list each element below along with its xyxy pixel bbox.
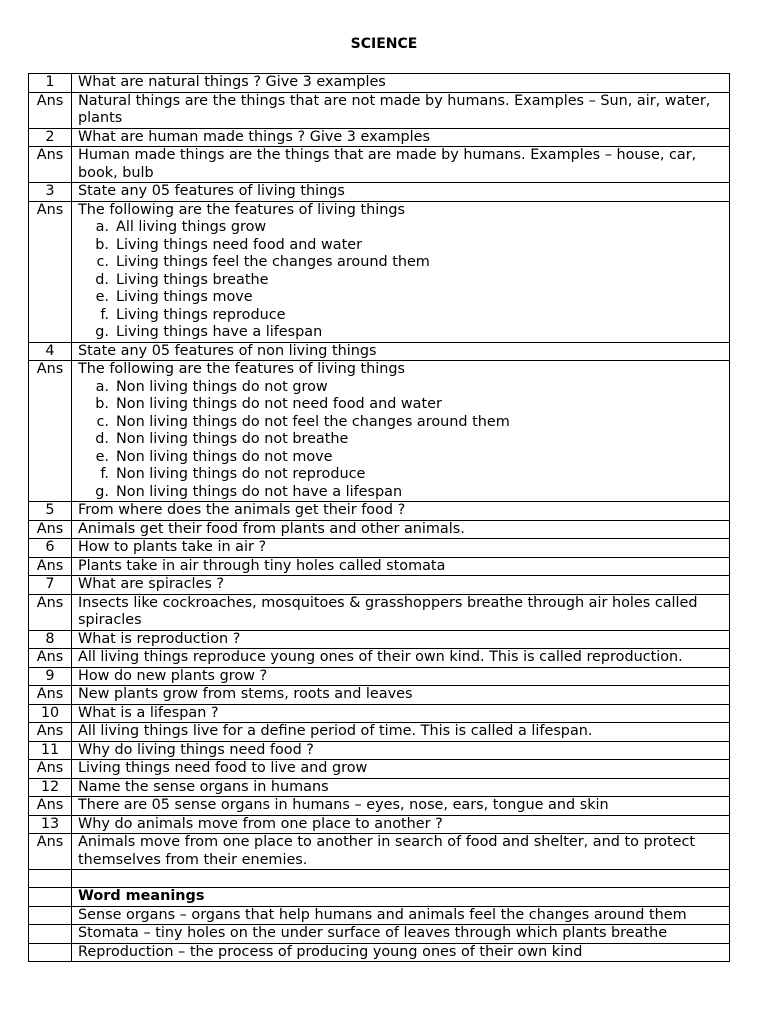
table-row (29, 74, 730, 93)
list-item-text: Non living things do not move (116, 448, 333, 465)
list-item (78, 307, 723, 325)
table-row (29, 870, 730, 888)
list-item (78, 414, 723, 432)
list-item-text: Non living things do not grow (116, 378, 328, 395)
table-row (29, 667, 730, 686)
row-text: Name the sense organs in humans (78, 778, 329, 795)
table-row (29, 797, 730, 816)
list-item (78, 219, 723, 237)
question-number: 4 (29, 342, 72, 361)
answer-cell (72, 723, 730, 742)
row-text: The following are the features of living things (78, 201, 405, 218)
row-text: Human made things are the things that are made by humans. Examples – house, car, book, bulb (78, 147, 701, 181)
answer-cell (72, 686, 730, 705)
table-row (29, 361, 730, 502)
question-cell (72, 502, 730, 521)
question-number: 3 (29, 183, 72, 202)
table-row (29, 686, 730, 705)
list-item-text: Living things have a lifespan (116, 324, 323, 340)
table-row (29, 906, 730, 925)
answer-cell (72, 557, 730, 576)
list-item (78, 449, 723, 467)
table-row (29, 147, 730, 183)
question-cell (72, 815, 730, 834)
list-item-text: All living things grow (116, 219, 267, 235)
row-text: All living things reproduce young ones of their own kind. This is called reproduction. (78, 649, 683, 665)
list-item (78, 396, 723, 414)
question-number (29, 888, 72, 907)
list-item (78, 289, 723, 307)
table-row (29, 741, 730, 760)
row-text: What is a lifespan ? (78, 704, 219, 721)
question-cell (72, 183, 730, 202)
question-number (29, 925, 72, 944)
table-row (29, 342, 730, 361)
answer-cell (72, 147, 730, 183)
row-text: State any 05 features of non living things (78, 342, 377, 359)
answer-label: Ans (29, 201, 72, 342)
row-text: What is reproduction ? (78, 630, 241, 647)
row-text: Insects like cockroaches, mosquitoes & grasshoppers breathe through air holes called spiracles (78, 594, 703, 628)
list-item (78, 254, 723, 272)
table-row (29, 201, 730, 342)
table-row (29, 723, 730, 742)
question-number (29, 870, 72, 888)
question-cell (72, 128, 730, 147)
list-marker: g. (95, 483, 109, 500)
table-row (29, 92, 730, 128)
row-text: There are 05 sense organs in humans – eyes, nose, ears, tongue and skin (78, 797, 609, 813)
list-item (78, 431, 723, 449)
section-heading: Word meanings (78, 888, 205, 904)
list-item-text: Non living things do not have a lifespan (116, 483, 403, 500)
answer-label: Ans (29, 834, 72, 870)
note-cell (72, 943, 730, 962)
question-number: 8 (29, 630, 72, 649)
row-text: All living things live for a define period of time. This is called a lifespan. (78, 723, 593, 739)
list-item-text: Living things need food and water (116, 236, 363, 253)
question-number (29, 943, 72, 962)
row-text: Living things need food to live and grow (78, 760, 368, 776)
page-title: SCIENCE (350, 36, 418, 52)
row-text: Why do living things need food ? (78, 741, 314, 758)
row-text: Why do animals move from one place to another ? (78, 815, 443, 832)
table-row (29, 502, 730, 521)
question-number: 12 (29, 778, 72, 797)
note-cell (72, 888, 730, 907)
table-row (29, 888, 730, 907)
row-text: How do new plants grow ? (78, 667, 268, 684)
list-marker: a. (95, 219, 109, 235)
row-text: Plants take in air through tiny holes called stomata (78, 557, 446, 574)
list-marker: b. (95, 236, 109, 253)
answer-label: Ans (29, 557, 72, 576)
list-marker: c. (96, 413, 109, 430)
question-cell (72, 741, 730, 760)
table-row (29, 630, 730, 649)
list-item-text: Living things feel the changes around them (116, 254, 430, 270)
row-text: New plants grow from stems, roots and leaves (78, 686, 413, 702)
answer-label: Ans (29, 649, 72, 668)
answer-label: Ans (29, 361, 72, 502)
answer-cell (72, 760, 730, 779)
list-item-text: Non living things do not need food and water (116, 396, 442, 412)
list-marker: g. (95, 324, 109, 340)
list-marker: a. (95, 378, 109, 395)
answer-label: Ans (29, 723, 72, 742)
answer-label: Ans (29, 594, 72, 630)
list-item-text: Non living things do not reproduce (116, 466, 366, 482)
table-row (29, 925, 730, 944)
row-text: Animals move from one place to another in search of food and shelter, and to protect themselves from their enemies. (78, 834, 700, 868)
question-number: 10 (29, 704, 72, 723)
list-marker: e. (95, 448, 109, 465)
list-item-text: Non living things do not breathe (116, 431, 349, 447)
question-number (29, 906, 72, 925)
row-text: Animals get their food from plants and other animals. (78, 520, 465, 537)
table-row (29, 815, 730, 834)
qa-table (28, 73, 730, 962)
list-item-text: Living things breathe (116, 271, 269, 288)
question-cell (72, 704, 730, 723)
row-text: What are human made things ? Give 3 examples (78, 128, 430, 145)
table-row (29, 760, 730, 779)
question-cell (72, 667, 730, 686)
row-text: Sense organs – organs that help humans and animals feel the changes around them (78, 906, 687, 923)
list-item (78, 484, 723, 502)
list-marker: d. (95, 431, 109, 447)
list-marker: e. (95, 289, 109, 305)
row-text: State any 05 features of living things (78, 183, 345, 199)
table-row (29, 704, 730, 723)
answer-cell (72, 361, 730, 502)
answer-cell (72, 797, 730, 816)
row-text: What are spiracles ? (78, 576, 225, 592)
table-row (29, 128, 730, 147)
answer-label: Ans (29, 760, 72, 779)
note-cell (72, 906, 730, 925)
table-row (29, 576, 730, 595)
answer-label: Ans (29, 686, 72, 705)
table-row (29, 943, 730, 962)
question-cell (72, 342, 730, 361)
question-cell (72, 576, 730, 595)
note-cell (72, 870, 730, 888)
list-item-text: Living things move (116, 289, 253, 305)
answer-cell (72, 594, 730, 630)
table-row (29, 778, 730, 797)
row-text: Stomata – tiny holes on the under surface of leaves through which plants breathe (78, 925, 668, 941)
note-cell (72, 925, 730, 944)
question-number: 11 (29, 741, 72, 760)
row-text: Reproduction – the process of producing young ones of their own kind (78, 943, 583, 960)
list-item (78, 272, 723, 290)
question-number: 5 (29, 502, 72, 521)
list-marker: f. (100, 466, 109, 482)
table-row (29, 594, 730, 630)
list-marker: c. (96, 254, 109, 270)
row-text: Natural things are the things that are not made by humans. Examples – Sun, air, water, plants (78, 92, 715, 126)
list-marker: b. (95, 396, 109, 412)
table-row (29, 183, 730, 202)
answer-cell (72, 520, 730, 539)
feature-list (78, 379, 723, 502)
list-item (78, 466, 723, 484)
qa-table-body (29, 74, 730, 962)
list-item (78, 237, 723, 255)
answer-cell (72, 649, 730, 668)
list-item (78, 324, 723, 342)
question-number: 7 (29, 576, 72, 595)
row-text: What are natural things ? Give 3 examples (78, 74, 386, 90)
answer-label: Ans (29, 520, 72, 539)
table-row (29, 520, 730, 539)
question-cell (72, 630, 730, 649)
answer-cell (72, 834, 730, 870)
list-marker: f. (100, 306, 109, 323)
list-marker: d. (95, 271, 109, 288)
question-number: 13 (29, 815, 72, 834)
table-row (29, 834, 730, 870)
feature-list (78, 219, 723, 342)
answer-cell (72, 201, 730, 342)
answer-cell (72, 92, 730, 128)
list-item-text: Living things reproduce (116, 306, 286, 323)
table-row (29, 539, 730, 558)
answer-label: Ans (29, 92, 72, 128)
answer-label: Ans (29, 797, 72, 816)
list-item-text: Non living things do not feel the changes around them (116, 413, 510, 430)
question-number: 2 (29, 128, 72, 147)
table-row (29, 649, 730, 668)
table-row (29, 557, 730, 576)
list-item (78, 379, 723, 397)
question-cell (72, 778, 730, 797)
row-text: How to plants take in air ? (78, 539, 267, 555)
row-text: The following are the features of living things (78, 361, 405, 377)
question-cell (72, 539, 730, 558)
row-text: From where does the animals get their food ? (78, 502, 406, 518)
question-number: 9 (29, 667, 72, 686)
question-number: 1 (29, 74, 72, 93)
question-cell (72, 74, 730, 93)
answer-label: Ans (29, 147, 72, 183)
question-number: 6 (29, 539, 72, 558)
